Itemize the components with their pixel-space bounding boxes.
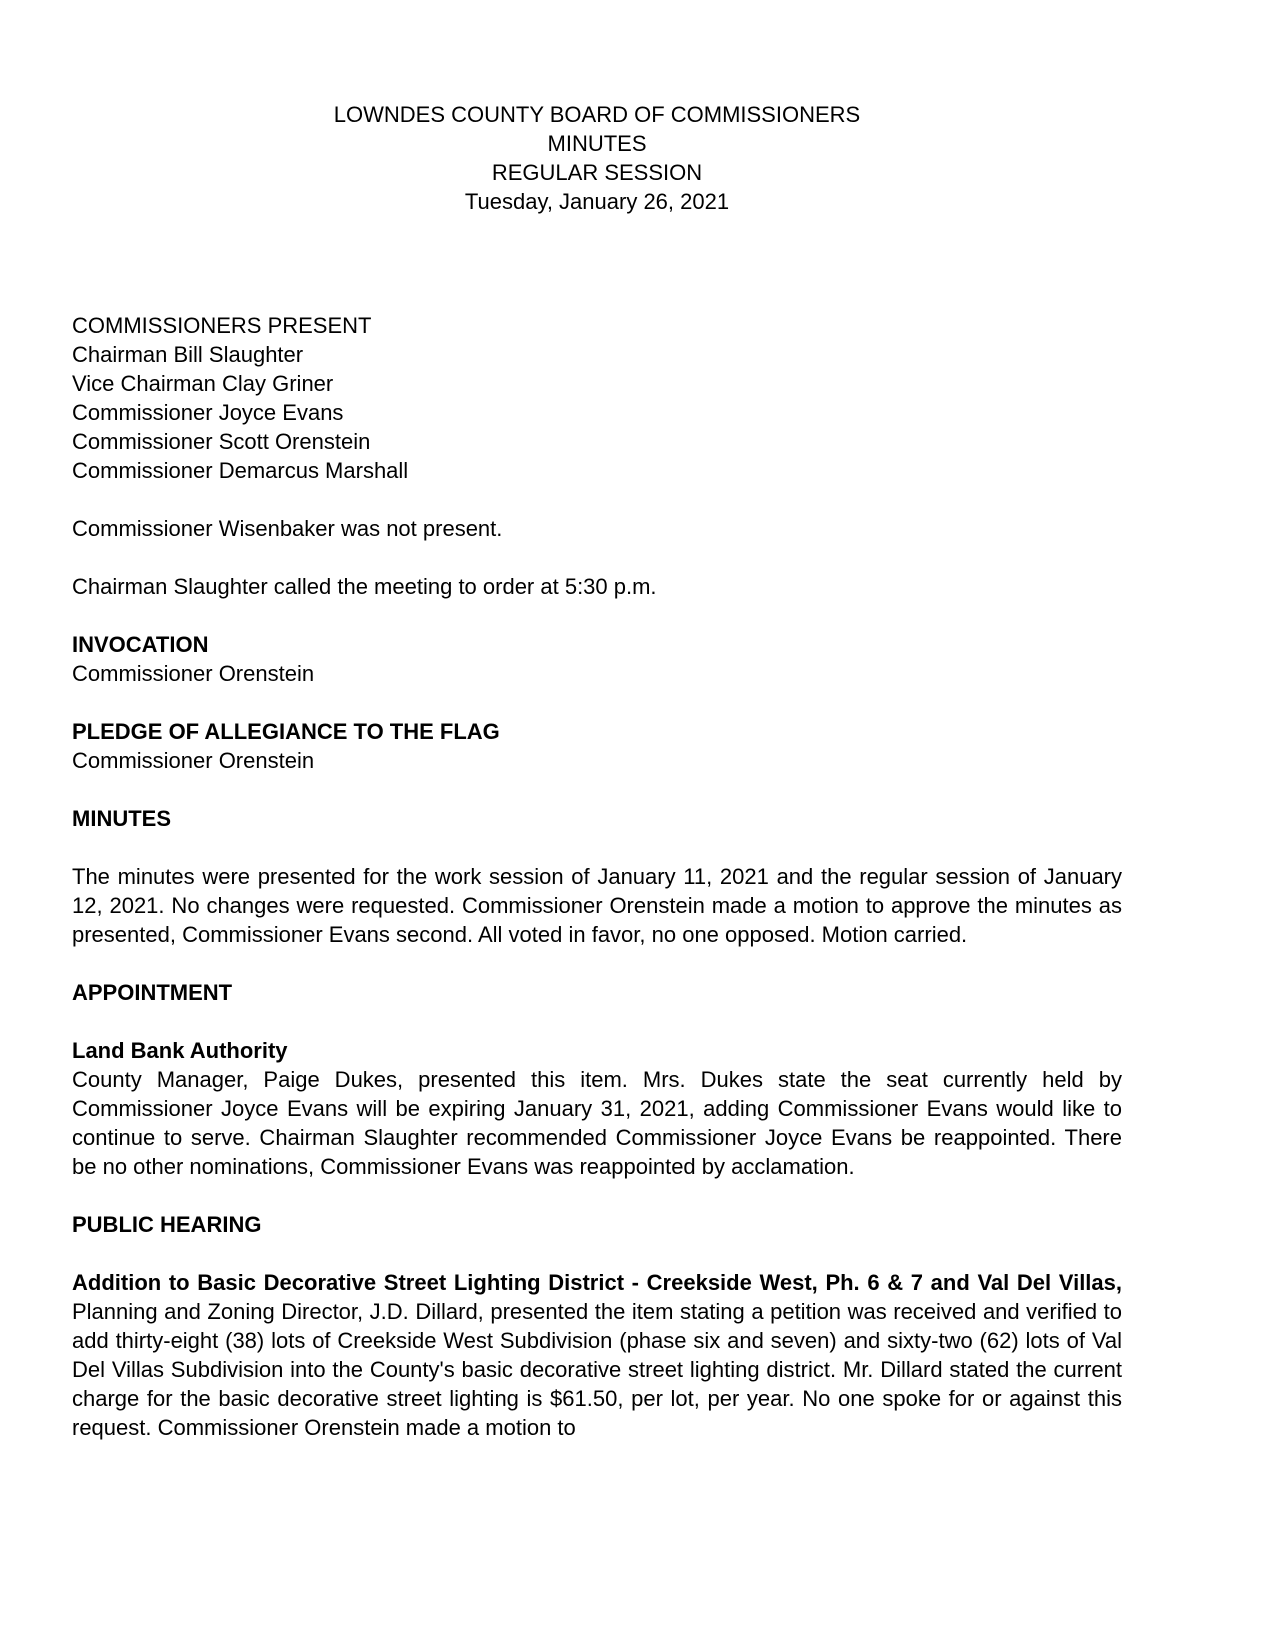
commissioner-name: Commissioner Demarcus Marshall <box>72 458 409 483</box>
public-hearing-item-title: Addition to Basic Decorative Street Lighting District - Creekside West, Ph. 6 & 7 and Val Del Villas, <box>72 1270 1122 1295</box>
pledge-body: Commissioner Orenstein <box>72 748 315 773</box>
commissioners-present-section <box>72 311 1122 485</box>
header-session-type: REGULAR SESSION <box>491 160 703 185</box>
header-date: Tuesday, January 26, 2021 <box>464 189 730 214</box>
minutes-section <box>72 804 1122 949</box>
appointment-paragraph: County Manager, Paige Dukes, presented this item. Mrs. Dukes state the seat currently held by Commissioner Joyce Evans will be expiring January 31, 2021, adding Commissioner Evans would like to continue to serve. Chairman Slaughter recommended Commissioner Joyce Evans be reappointed. There be no other nominations, Commissioner Evans was reappointed by acclamation. <box>72 1067 1122 1179</box>
appointment-section <box>72 978 1122 1181</box>
public-hearing-item-body: Planning and Zoning Director, J.D. Dillard, presented the item stating a petition was received and verified to add thirty-eight (38) lots of Creekside West Subdivision (phase six and seven) and sixty-two (62) lots of Val Del Villas Subdivision into the County's basic decorative street lighting district. Mr. Dillard stated the current charge for the basic decorative street lighting is $61.50, per lot, per year. No one spoke for or against this request. Commissioner Orenstein made a motion to <box>72 1299 1122 1440</box>
document-header <box>72 100 1122 216</box>
absent-note: Commissioner Wisenbaker was not present. <box>72 516 503 541</box>
appointment-heading: APPOINTMENT <box>72 980 233 1005</box>
public-hearing-paragraph <box>72 1268 1122 1442</box>
header-doc-type: MINUTES <box>547 131 647 156</box>
call-to-order-note: Chairman Slaughter called the meeting to order at 5:30 p.m. <box>72 574 657 599</box>
minutes-paragraph: The minutes were presented for the work session of January 11, 2021 and the regular session of January 12, 2021. No changes were requested. Commissioner Orenstein made a motion to approve the minutes as presented, Commissioner Evans second. All voted in favor, no one opposed. Motion carried. <box>72 864 1122 947</box>
public-hearing-section <box>72 1210 1122 1442</box>
commissioner-name: Commissioner Joyce Evans <box>72 400 344 425</box>
commissioner-name: Vice Chairman Clay Griner <box>72 371 334 396</box>
commissioner-name: Chairman Bill Slaughter <box>72 342 304 367</box>
commissioner-name: Commissioner Scott Orenstein <box>72 429 371 454</box>
pledge-section <box>72 717 1122 775</box>
pledge-heading: PLEDGE OF ALLEGIANCE TO THE FLAG <box>72 719 500 744</box>
public-hearing-heading: PUBLIC HEARING <box>72 1212 262 1237</box>
land-bank-authority-heading: Land Bank Authority <box>72 1038 288 1063</box>
invocation-heading: INVOCATION <box>72 632 209 657</box>
minutes-heading: MINUTES <box>72 806 171 831</box>
invocation-body: Commissioner Orenstein <box>72 661 315 686</box>
commissioners-present-heading: COMMISSIONERS PRESENT <box>72 313 372 338</box>
header-organization: LOWNDES COUNTY BOARD OF COMMISSIONERS <box>333 102 861 127</box>
invocation-section <box>72 630 1122 688</box>
